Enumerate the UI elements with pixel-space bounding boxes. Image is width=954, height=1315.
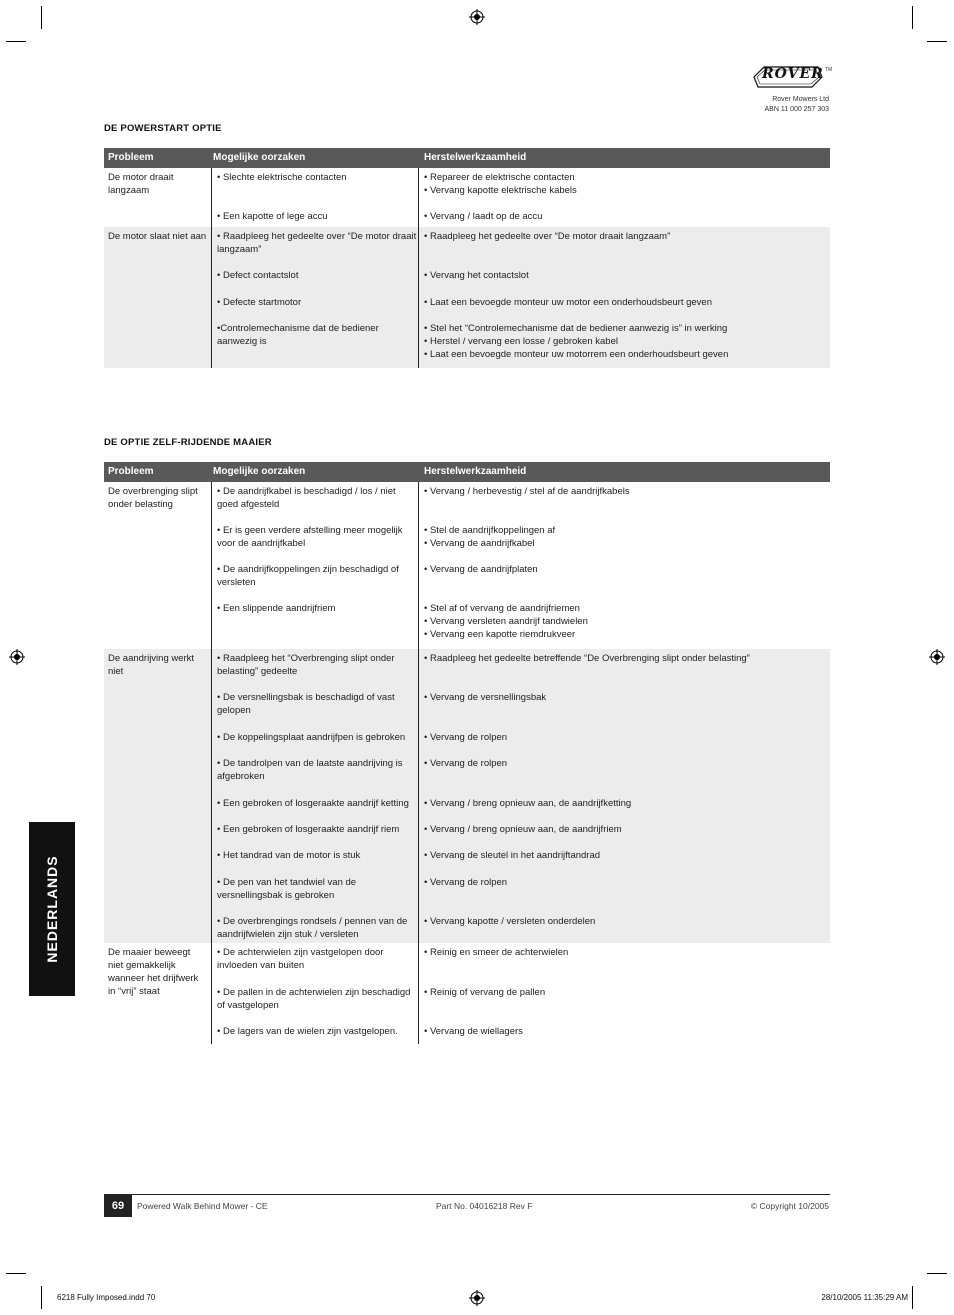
table-row-group bbox=[104, 168, 830, 227]
registration-mark-icon bbox=[469, 1290, 485, 1306]
remedy-item: • Reinig en smeer de achterwielen bbox=[424, 947, 569, 958]
remedy-item: • Repareer de elektrische contacten bbox=[424, 172, 575, 183]
footer-rule bbox=[104, 1194, 830, 1195]
cause-item: •Controlemechanisme dat de bediener aanwezig is bbox=[217, 323, 379, 347]
table-row-group bbox=[104, 227, 830, 368]
crop-mark bbox=[912, 1286, 913, 1309]
remedy-item: • Laat een bevoegde monteur uw motor een onderhoudsbeurt geven bbox=[424, 297, 713, 308]
table-header bbox=[104, 462, 830, 482]
cause-item: • Een gebroken of losgeraakte aandrijf riem bbox=[217, 824, 400, 835]
cause-item: • Er is geen verdere afstelling meer mogelijk voor de aandrijfkabel bbox=[217, 525, 403, 549]
table-row-group bbox=[104, 649, 830, 943]
remedy-item: • Vervang de versnellingsbak bbox=[424, 692, 547, 703]
header-oorzaken: Mogelijke oorzaken bbox=[213, 152, 306, 163]
problem-cell: De aandrijving werkt niet bbox=[108, 653, 195, 677]
column-divider bbox=[211, 168, 212, 227]
cause-item: • De achterwielen zijn vastgelopen door invloeden van buiten bbox=[217, 947, 384, 971]
crop-mark bbox=[41, 1286, 42, 1309]
remedy-item: • Vervang kapotte / versleten onderdelen bbox=[424, 916, 596, 927]
remedy-item: • Vervang kapotte elektrische kabels bbox=[424, 185, 577, 196]
crop-mark bbox=[912, 6, 913, 29]
crop-mark bbox=[927, 1273, 947, 1274]
crop-mark bbox=[41, 6, 42, 29]
column-divider bbox=[211, 649, 212, 943]
remedy-item: • Vervang de aandrijfplaten bbox=[424, 564, 538, 575]
company-name: Rover Mowers Ltd bbox=[772, 96, 829, 103]
remedy-item: • Vervang de rolpen bbox=[424, 877, 508, 888]
remedy-item: • Vervang versleten aandrijf tandwielen bbox=[424, 616, 588, 627]
cause-item: • Het tandrad van de motor is stuk bbox=[217, 850, 361, 861]
remedy-item: • Vervang de rolpen bbox=[424, 732, 508, 743]
cause-item: • De pen van het tandwiel van de versnellingsbak is gebroken bbox=[217, 877, 357, 901]
column-divider bbox=[418, 482, 419, 649]
registration-mark-icon bbox=[929, 649, 945, 665]
column-divider bbox=[211, 943, 212, 1044]
registration-mark-icon bbox=[469, 9, 485, 25]
column-divider bbox=[211, 227, 212, 368]
header-oorzaken: Mogelijke oorzaken bbox=[213, 466, 306, 477]
section-title-self-propelled: DE OPTIE ZELF-RIJDENDE MAAIER bbox=[104, 437, 272, 448]
cause-item: • Defecte startmotor bbox=[217, 297, 302, 308]
remedy-item: • Reinig of vervang de pallen bbox=[424, 987, 546, 998]
remedy-item: • Vervang de wiellagers bbox=[424, 1026, 523, 1037]
cause-item: • Defect contactslot bbox=[217, 270, 299, 281]
remedy-item: • Vervang / breng opnieuw aan, de aandrijfriem bbox=[424, 824, 622, 835]
header-probleem: Probleem bbox=[108, 466, 154, 477]
table-row-group bbox=[104, 482, 830, 649]
column-divider bbox=[211, 482, 212, 649]
remedy-item: • Stel af of vervang de aandrijfriemen bbox=[424, 603, 580, 614]
footer-part-no: Part No. 04016218 Rev F bbox=[436, 1201, 533, 1211]
remedy-item: • Vervang / breng opnieuw aan, de aandrijfketting bbox=[424, 798, 632, 809]
cause-item: • Een kapotte of lege accu bbox=[217, 211, 328, 222]
column-divider bbox=[418, 168, 419, 227]
remedy-item: • Vervang het contactslot bbox=[424, 270, 529, 281]
problem-cell: De motor draait langzaam bbox=[108, 172, 174, 196]
remedy-item: • Raadpleeg het gedeelte over “De motor draait langzaam” bbox=[424, 231, 671, 242]
remedy-item: • Stel de aandrijfkoppelingen af bbox=[424, 525, 556, 536]
table-powerstart bbox=[104, 148, 830, 368]
remedy-item: • Vervang de rolpen bbox=[424, 758, 508, 769]
cause-item: • Een gebroken of losgeraakte aandrijf ketting bbox=[217, 798, 409, 809]
remedy-item: • Vervang een kapotte riemdrukveer bbox=[424, 629, 576, 640]
header-probleem: Probleem bbox=[108, 152, 154, 163]
language-tab bbox=[29, 822, 75, 996]
problem-cell: De maaier beweegt niet gemakkelijk wanneer het drijfwerk in “vrij” staat bbox=[108, 947, 199, 997]
remedy-item: • Herstel / vervang een losse / gebroken kabel bbox=[424, 336, 618, 347]
remedy-item: • Vervang / herbevestig / stel af de aandrijfkabels bbox=[424, 486, 630, 497]
remedy-item: • Vervang / laadt op de accu bbox=[424, 211, 543, 222]
remedy-item: • Stel het “Controlemechanisme dat de bediener aanwezig is” in werking bbox=[424, 323, 728, 334]
crop-mark bbox=[927, 41, 947, 42]
problem-cell: De motor slaat niet aan bbox=[108, 231, 207, 242]
header-herstel: Herstelwerkzaamheid bbox=[424, 152, 527, 163]
section-title-powerstart: DE POWERSTART OPTIE bbox=[104, 123, 222, 134]
cause-item: • De aandrijfkabel is beschadigd / los / niet goed afgesteld bbox=[217, 486, 396, 510]
column-divider bbox=[418, 227, 419, 368]
cause-item: • Een slippende aandrijfriem bbox=[217, 603, 336, 614]
trademark: TM bbox=[825, 67, 833, 73]
cause-item: • Slechte elektrische contacten bbox=[217, 172, 347, 183]
slug-file: 6218 Fully Imposed.indd 70 bbox=[57, 1293, 156, 1302]
remedy-item: • Vervang de sleutel in het aandrijftandrad bbox=[424, 850, 601, 861]
table-row-group bbox=[104, 943, 830, 1044]
header-herstel: Herstelwerkzaamheid bbox=[424, 466, 527, 477]
cause-item: • Raadpleeg het gedeelte over “De motor draait langzaam” bbox=[217, 231, 417, 255]
crop-mark bbox=[6, 41, 26, 42]
table-header bbox=[104, 148, 830, 168]
slug-datetime: 28/10/2005 11:35:29 AM bbox=[821, 1293, 908, 1302]
cause-item: • De koppelingsplaat aandrijfpen is gebroken bbox=[217, 732, 406, 743]
remedy-item: • Vervang de aandrijfkabel bbox=[424, 538, 535, 549]
company-info bbox=[765, 95, 829, 115]
cause-item: • De versnellingsbak is beschadigd of vast gelopen bbox=[217, 692, 395, 716]
remedy-item: • Raadpleeg het gedeelte betreffende “De Overbrenging slipt onder belasting” bbox=[424, 653, 750, 664]
cause-item: • De lagers van de wielen zijn vastgelopen. bbox=[217, 1026, 398, 1037]
cause-item: • De aandrijfkoppelingen zijn beschadigd of versleten bbox=[217, 564, 399, 588]
table-self-propelled bbox=[104, 462, 830, 1044]
cause-item: • De pallen in de achterwielen zijn beschadigd of vastgelopen bbox=[217, 987, 411, 1011]
column-divider bbox=[418, 943, 419, 1044]
column-divider bbox=[418, 649, 419, 943]
footer-title: Powered Walk Behind Mower - CE bbox=[137, 1201, 268, 1211]
language-tab-label: NEDERLANDS bbox=[44, 855, 60, 963]
company-abn: ABN 11 000 257 303 bbox=[764, 106, 829, 113]
cause-item: • Raadpleeg het “Overbrenging slipt onder belasting” gedeelte bbox=[217, 653, 395, 677]
cause-item: • De overbrengings rondsels / pennen van de aandrijfwielen zijn stuk / versleten bbox=[217, 916, 408, 940]
remedy-item: • Laat een bevoegde monteur uw motorrem een onderhoudsbeurt geven bbox=[424, 349, 729, 360]
registration-mark-icon bbox=[9, 649, 25, 665]
logo-text: ROVER bbox=[762, 66, 824, 82]
page-number: 69 bbox=[104, 1195, 132, 1217]
footer-copyright: © Copyright 10/2005 bbox=[750, 1201, 829, 1211]
crop-mark bbox=[6, 1273, 26, 1274]
cause-item: • De tandrolpen van de laatste aandrijving is afgebroken bbox=[217, 758, 403, 782]
problem-cell: De overbrenging slipt onder belasting bbox=[108, 486, 198, 510]
